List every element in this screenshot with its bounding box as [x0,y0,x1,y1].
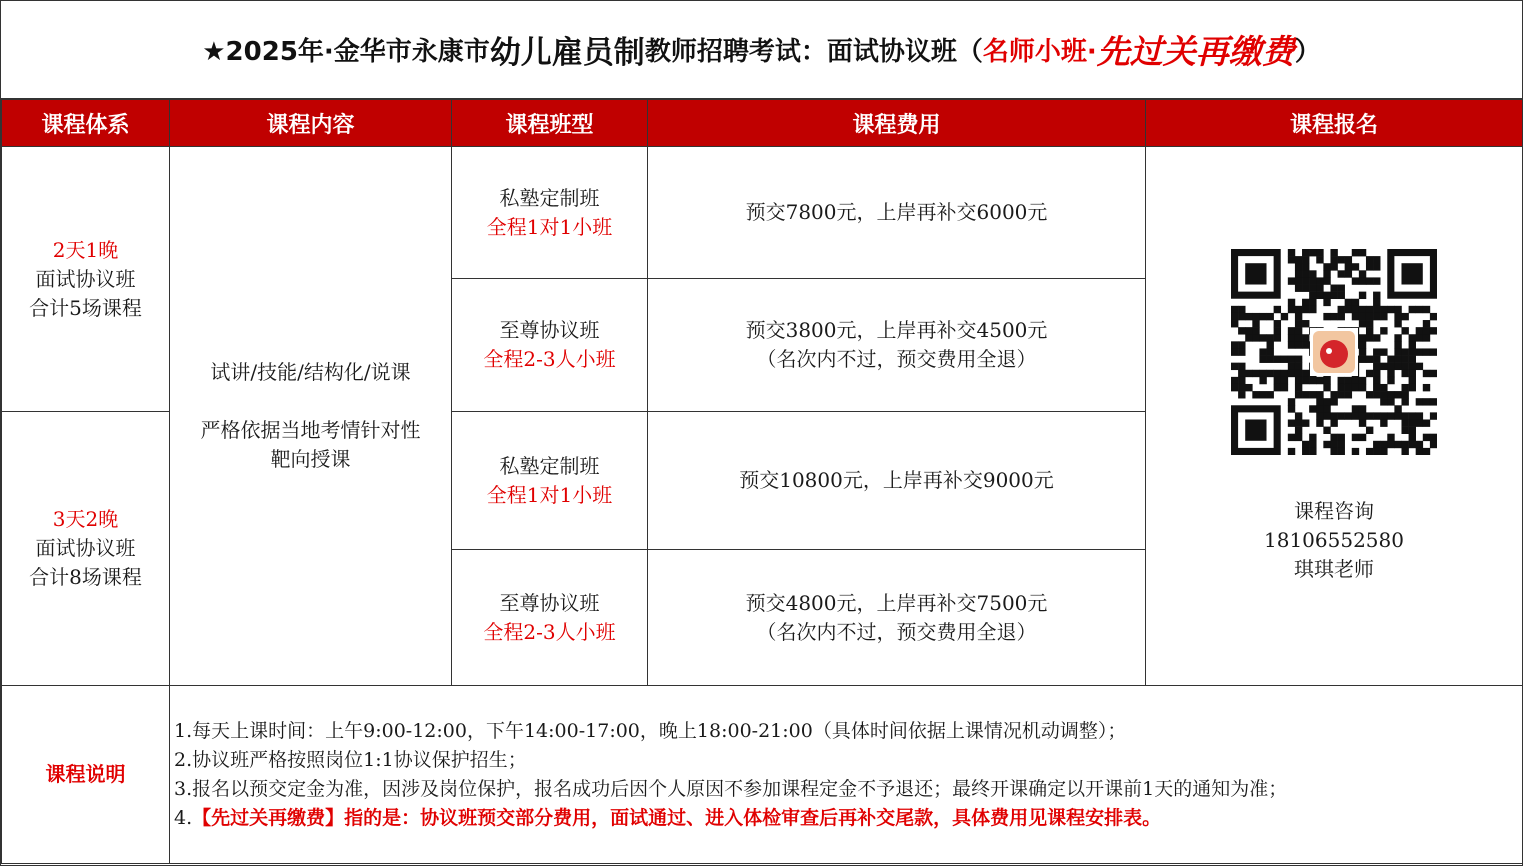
fee-cell: 预交3800元，上岸再补交4500元 （名次内不过，预交费用全退） [648,279,1146,412]
class-type-cell: 至尊协议班 全程2-3人小班 [452,550,648,686]
header-fee: 课程费用 [648,100,1146,147]
notes-row [2,686,1523,864]
notes-cell: 1.每天上课时间：上午9:00-12:00，下午14:00-17:00，晚上18:00-21:00（具体时间依据上课情况机动调整）； 2.协议班严格按照岗位1:1协议保护招生； 3.报名以预交定金为准，因涉及岗位保护，报名成功后因个人原因不参加课程定金不予退还；最终开课确定以开课前1天的通知为准； 4.【先过关再缴费】指的是：协议班预交部分费用，面试通过、进入体检审查后再补交尾款，具体费用见课程安排表。 [170,686,1523,864]
notes-label: 课程说明 [2,686,170,864]
system-cell-2: 3天2晚 面试协议班 合计8场课程 [2,412,170,686]
class-type-cell: 私塾定制班 全程1对1小班 [452,147,648,279]
course-table [1,99,1523,864]
system-cell-1: 2天1晚 面试协议班 合计5场课程 [2,147,170,412]
fee-cell: 预交7800元，上岸再补交6000元 [648,147,1146,279]
header-type: 课程班型 [452,100,648,147]
fee-cell: 预交10800元，上岸再补交9000元 [648,412,1146,550]
qr-code-icon[interactable] [1231,249,1437,455]
class-type-cell: 私塾定制班 全程1对1小班 [452,412,648,550]
header-register: 课程报名 [1146,100,1523,147]
header-content: 课程内容 [170,100,452,147]
phone-number[interactable]: 18106552580 [1264,527,1404,552]
header-system: 课程体系 [2,100,170,147]
header-row [2,100,1523,147]
register-cell: 课程咨询 18106552580 琪琪老师 [1146,147,1523,686]
content-cell: 试讲/技能/结构化/说课 严格依据当地考情针对性 靶向授课 [170,147,452,686]
fee-cell: 预交4800元，上岸再补交7500元 （名次内不过，预交费用全退） [648,550,1146,686]
page-title: ★2025年·金华市永康市 幼儿雇员制 教师招聘考试：面试协议班（ 名师小班· 先过关再缴费 ） [1,1,1522,99]
table-row [2,147,1523,279]
class-type-cell: 至尊协议班 全程2-3人小班 [452,279,648,412]
